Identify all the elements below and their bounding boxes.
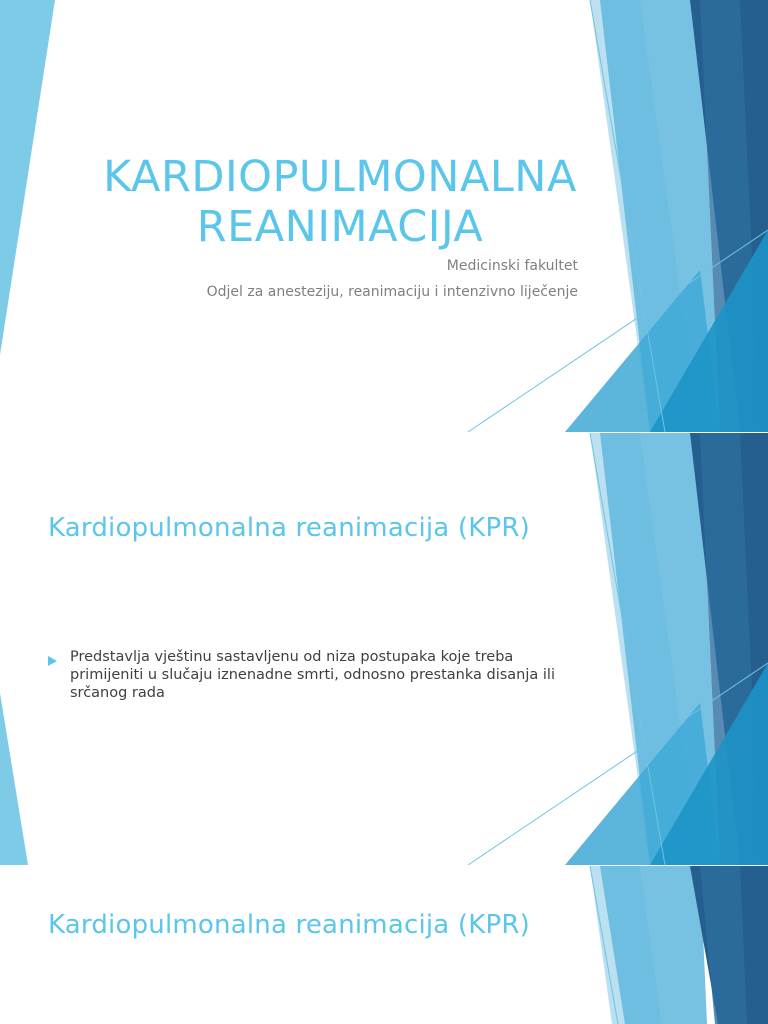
slide-decoration	[0, 866, 768, 1024]
slide-title: KARDIOPULMONALNA REANIMACIJA	[103, 152, 577, 252]
slide-1	[0, 0, 768, 432]
slide-title: Kardiopulmonalna reanimacija (KPR)	[48, 513, 530, 543]
bullet-item	[48, 648, 568, 702]
subtitle-line: Odjel za anesteziju, reanimaciju i intenzivno liječenje	[206, 284, 578, 300]
left-facet	[0, 693, 28, 865]
bullet-text: Predstavlja vještinu sastavljenu od niza postupaka koje treba primijeniti u slučaju iznenadne smrti, odnosno prestanka disanja ili srčanog rada	[70, 649, 555, 701]
slide-3	[0, 866, 768, 1024]
slide-2	[0, 433, 768, 865]
slide-title: Kardiopulmonalna reanimacija (KPR)	[48, 910, 530, 940]
subtitle-line: Medicinski fakultet	[446, 258, 578, 274]
triangle-right-icon	[48, 648, 70, 702]
left-facet	[0, 0, 55, 355]
